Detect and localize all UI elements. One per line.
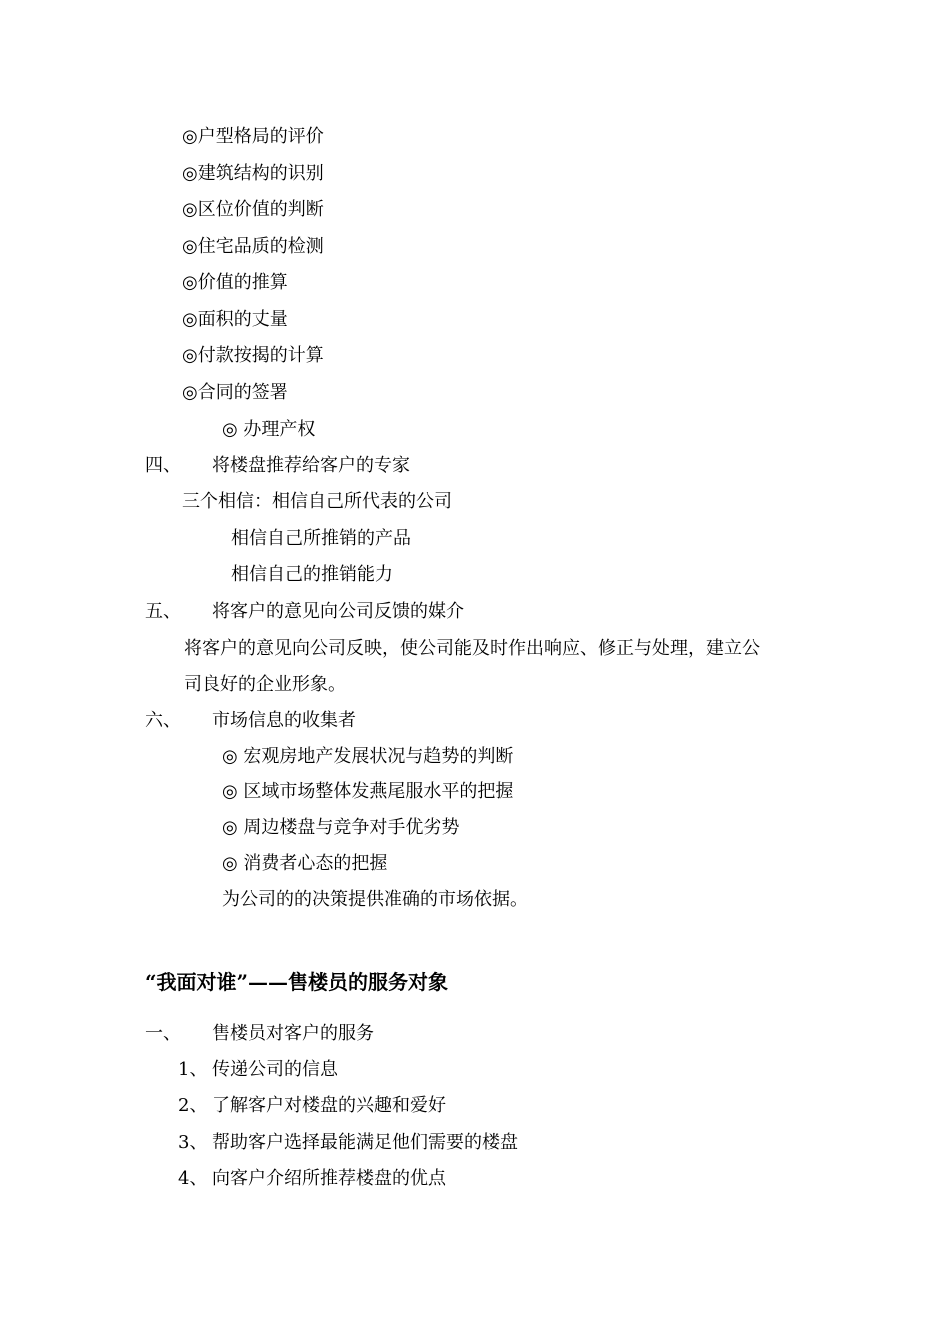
list-item [178, 1094, 446, 1118]
list-item [178, 1058, 338, 1082]
list-item: ◎付款按揭的计算 [182, 345, 324, 366]
list-item: ◎ 宏观房地产发展状况与趋势的判断 [222, 746, 514, 767]
item-text: 了解客户对楼盘的兴趣和爱好 [212, 1095, 446, 1116]
body-text: 将客户的意见向公司反映，使公司能及时作出响应、修正与处理，建立公 [184, 638, 760, 659]
list-item [178, 1131, 518, 1155]
list-item: ◎ 周边楼盘与竞争对手优劣势 [222, 817, 460, 838]
item-number: 3、 [178, 1132, 208, 1153]
list-item: ◎住宅品质的检测 [182, 236, 324, 257]
section-title: 将客户的意见向公司反馈的媒介 [212, 601, 464, 622]
section-title: 将楼盘推荐给客户的专家 [212, 455, 410, 476]
list-item: ◎ 消费者心态的把握 [222, 853, 388, 874]
list-item: ◎ 区域市场整体发燕尾服水平的把握 [222, 781, 514, 802]
list-item: ◎合同的签署 [182, 382, 288, 403]
list-item: ◎ 办理产权 [222, 419, 316, 440]
item-text: 帮助客户选择最能满足他们需要的楼盘 [212, 1132, 518, 1153]
list-item [178, 1167, 446, 1191]
section-number: 四、 [145, 455, 181, 476]
item-text: 向客户介绍所推荐楼盘的优点 [212, 1168, 446, 1189]
list-item: ◎价值的推算 [182, 272, 288, 293]
list-item: ◎区位价值的判断 [182, 199, 324, 220]
item-text: 传递公司的信息 [212, 1059, 338, 1080]
section-number: 一、 [145, 1023, 181, 1044]
item-number: 1、 [178, 1059, 208, 1080]
list-item: ◎建筑结构的识别 [182, 163, 324, 184]
section-title: 市场信息的收集者 [212, 710, 356, 731]
list-item: ◎面积的丈量 [182, 309, 288, 330]
item-number: 2、 [178, 1095, 208, 1116]
body-text: 相信自己所推销的产品 [231, 528, 411, 549]
body-text: 三个相信：相信自己所代表的公司 [182, 491, 452, 512]
section-number: 五、 [145, 601, 181, 622]
body-text: 司良好的企业形象。 [184, 674, 346, 695]
list-item: ◎户型格局的评价 [182, 126, 324, 147]
section-number: 六、 [145, 710, 181, 731]
section-title: 售楼员对客户的服务 [212, 1023, 374, 1044]
body-text: 为公司的的决策提供准确的市场依据。 [222, 889, 528, 910]
page-heading: “我面对谁”——售楼员的服务对象 [145, 970, 449, 994]
body-text: 相信自己的推销能力 [231, 564, 393, 585]
item-number: 4、 [178, 1168, 208, 1189]
